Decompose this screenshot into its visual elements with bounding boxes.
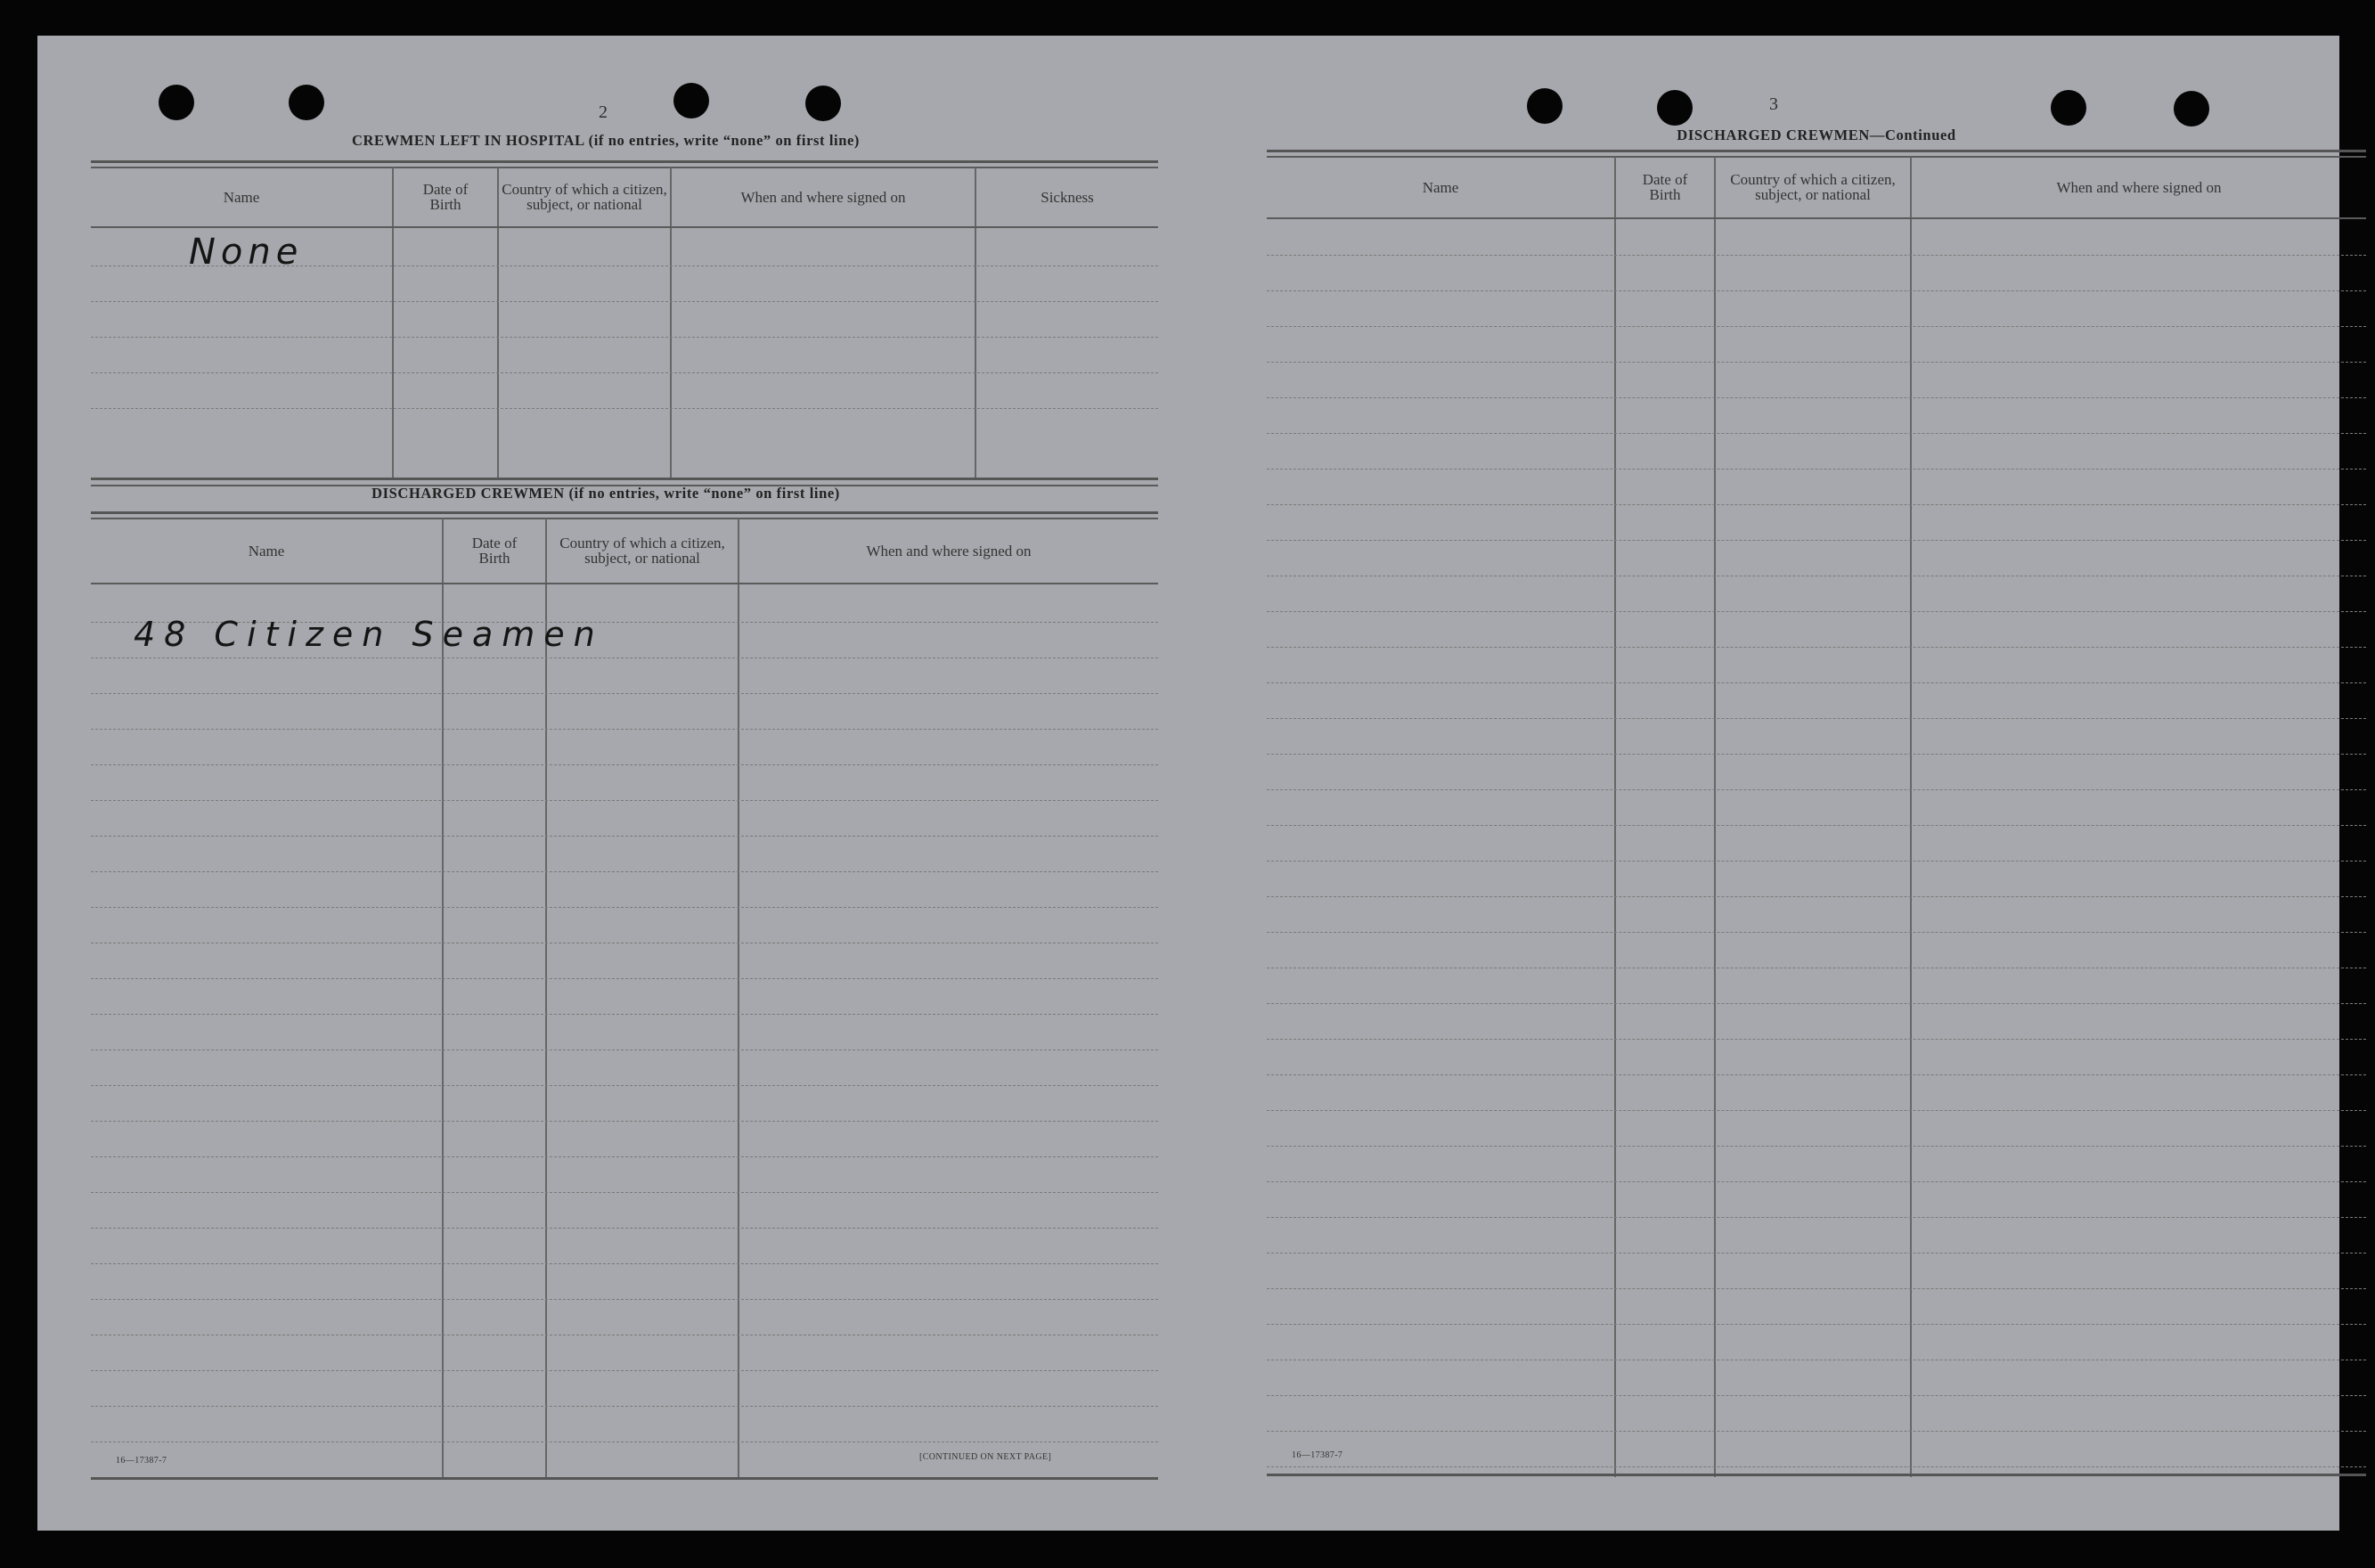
discharged-continued-table [1267,150,2366,1482]
ruled-line [91,729,1158,730]
ruled-line [91,693,1158,694]
column-header-date-of-birth: Date of Birth [422,181,469,213]
ruled-line [1267,1253,2366,1254]
hospital-table [91,160,1158,490]
form-number: 16—17387-7 [1292,1450,1343,1460]
ruled-line [1267,1110,2366,1111]
ruled-line [1267,1324,2366,1325]
ruled-line [1267,540,2366,541]
handwritten-entry-discharged: 48 Citizen Seamen [134,615,604,654]
ruled-line [1267,504,2366,505]
ruled-line [1267,896,2366,897]
punch-hole [289,85,324,120]
ruled-line [1267,1181,2366,1182]
ruled-line [91,764,1158,765]
document-sheet [37,36,2339,1531]
ruled-line [91,800,1158,801]
punch-hole [1527,88,1563,124]
ruled-line [91,1406,1158,1407]
ruled-line [1267,326,2366,327]
ruled-line [1267,1146,2366,1147]
section-title-discharged [89,485,1122,502]
handwritten-entry-hospital: None [189,232,304,273]
ruled-line [1267,611,2366,612]
ruled-line [91,1299,1158,1300]
continued-note: [CONTINUED ON NEXT PAGE] [919,1452,1052,1462]
column-header-name: Name [223,188,260,206]
column-header-name: Name [1422,178,1459,196]
column-header-signed-on: When and where signed on [740,188,906,206]
column-header-signed-on: When and where signed on [866,542,1032,559]
hospital-note: (if no entries, write “none” on first line) [588,132,861,149]
ruled-line [1267,290,2366,291]
ruled-line [1267,754,2366,755]
ruled-line [1267,1074,2366,1075]
punch-hole [673,83,709,118]
ruled-line [1267,469,2366,470]
ruled-line [91,1370,1158,1371]
ruled-line [91,1085,1158,1086]
ruled-line [1267,1039,2366,1040]
discharged-title: DISCHARGED CREWMEN [371,485,565,502]
punch-hole [1657,90,1693,126]
ruled-line [1267,932,2366,933]
discharged-note: (if no entries, write “none” on first line) [568,485,840,502]
column-header-country: Country of which a citizen, subject, or national [502,181,667,213]
ruled-line [1267,255,2366,256]
column-header-date-of-birth: Date of Birth [1642,171,1688,203]
punch-hole [805,86,841,121]
hospital-title: CREWMEN LEFT IN HOSPITAL [351,132,584,149]
ruled-line [1267,789,2366,790]
ruled-line [91,1263,1158,1264]
ruled-line [1267,861,2366,862]
ruled-line [91,657,1158,658]
ruled-line [1267,647,2366,648]
table-bottom-rule [91,1477,1158,1480]
ruled-line [91,1121,1158,1122]
ruled-line [1267,433,2366,434]
punch-hole [159,85,194,120]
ruled-line [1267,718,2366,719]
section-title-hospital [89,132,1122,150]
punch-hole [2051,90,2086,126]
ruled-line [1267,1003,2366,1004]
form-number: 16—17387-7 [116,1456,167,1466]
ruled-line [91,1014,1158,1015]
ruled-line [1267,1466,2366,1467]
page-number: 3 [1769,94,1778,114]
column-header-signed-on: When and where signed on [2056,178,2222,196]
discharged-table [91,511,1158,1482]
ruled-line [91,871,1158,872]
ruled-line [91,1049,1158,1050]
column-header-country: Country of which a citizen, subject, or national [559,535,725,567]
ruled-line [1267,397,2366,398]
ruled-line [91,907,1158,908]
column-header-date-of-birth: Date of Birth [471,535,518,567]
column-header-sickness: Sickness [1041,188,1094,206]
ruled-line [91,1441,1158,1442]
ruled-line [1267,682,2366,683]
column-header-name: Name [248,542,285,559]
ruled-line [1267,1395,2366,1396]
section-title-discharged-continued: DISCHARGED CREWMEN—Continued [1677,127,1956,143]
page-number: 2 [599,102,608,122]
ruled-line [91,1192,1158,1193]
table-bottom-rule [1267,1474,2366,1476]
ruled-line [1267,1431,2366,1432]
ruled-line [91,978,1158,979]
ruled-line [91,1156,1158,1157]
ruled-line [91,836,1158,837]
punch-hole [2174,91,2209,127]
ruled-line [1267,1288,2366,1289]
ruled-line [1267,825,2366,826]
ruled-line [1267,362,2366,363]
column-header-country: Country of which a citizen, subject, or national [1730,171,1896,203]
ruled-line [91,1228,1158,1229]
ruled-line [1267,1217,2366,1218]
